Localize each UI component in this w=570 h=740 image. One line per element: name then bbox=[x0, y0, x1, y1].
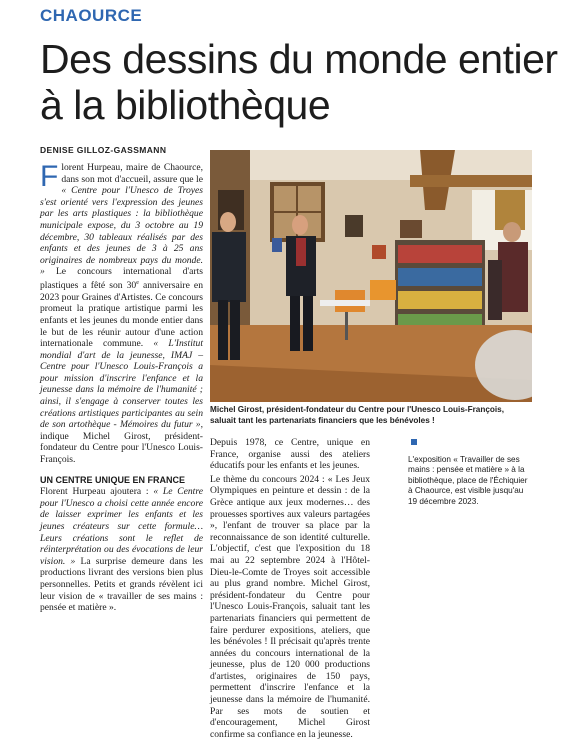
mayor-end: La surprise demeure dans les productions livrant des versions bien plus personnelles. Petits et grands révèlent ici leur vision de « travailler de ses mains : pensée et matière ». bbox=[40, 555, 203, 614]
headline-line-1: Des dessins du monde entier bbox=[40, 36, 558, 82]
imaj-quote: « L'Institut mondial d'art de la jeunesse, IMAJ – Centre pour l'Unesco Louis-François a pour mission d'inscrire l'enfance et la jeunesse dans la mémoire de l'humanité ; ainsi, il s'engage à conserver toutes les créations artistiques participantes au sein de son artothèque - Mémoires du futur », bbox=[40, 338, 203, 431]
article-headline bbox=[40, 36, 560, 128]
headline-line-2: à la bibliothèque bbox=[40, 82, 331, 128]
article-column-3 bbox=[408, 437, 532, 507]
paragraph-history: Depuis 1978, ce Centre, unique en France, organise aussi des ateliers éducatifs pour les enfants et les jeunes. bbox=[210, 437, 370, 472]
library-photo-illustration bbox=[210, 150, 532, 402]
ordinal-suffix: e bbox=[136, 279, 139, 286]
dropcap-letter: F bbox=[40, 160, 59, 193]
mayor-text: Florent Hurpeau ajoutera : bbox=[40, 486, 154, 498]
intro-quote: « Centre pour l'Unesco de Troyes s'est orienté vers l'expression des jeunes par les arts plastiques : la bibliothèque municipale expose, du 3 octobre au 19 décembre, 30 tableaux réalisés par des enfants et des jeunes de 3 à 25 ans originaires de nombreux pays du monde. » bbox=[40, 185, 203, 278]
end-mark-icon bbox=[411, 439, 417, 445]
paragraph-intro bbox=[40, 162, 203, 466]
intro-text: lorent Hurpeau, maire de Chaource, dans son mot d'accueil, assure que le bbox=[61, 162, 203, 185]
intro-tail: indique Michel Girost, président-fondateur du Centre pour l'Unesco Louis-François. bbox=[40, 430, 203, 466]
subheading: UN CENTRE UNIQUE EN FRANCE bbox=[40, 474, 186, 485]
paragraph-mayor bbox=[40, 486, 203, 614]
article-photo bbox=[210, 150, 532, 402]
article-column-2 bbox=[210, 437, 370, 740]
byline: DENISE GILLOZ-GASSMANN bbox=[40, 145, 167, 155]
intro-mid: Le concours international d'arts plastiques a fêté son 30 bbox=[40, 266, 203, 292]
photo-caption: Michel Girost, président-fondateur du Centre pour l'Unesco Louis-François, saluait tant les partenariats financiers que les bénévoles ! bbox=[210, 405, 504, 425]
intro-end: anniversaire en 2023 pour Graines d'Artistes. Ce concours promeut la pratique artistique parmi les enfants et les jeunes du monde entier dans le but de les réunir autour d'une action internationale commune. bbox=[40, 280, 203, 350]
section-kicker: CHAOURCE bbox=[40, 6, 143, 25]
exhibition-note: L'exposition « Travailler de ses mains : pensée et matière » à la bibliothèque, place de l'Échiquier à Chaource, est visible jusqu'au 19 décembre 2023. bbox=[408, 454, 528, 506]
article-column-1 bbox=[40, 162, 203, 614]
mayor-quote: « Le Centre pour l'Unesco a choisi cette année encore de laisser exprimer les enfants et les jeunes créateurs sur cette formule… Leurs créations sont le reflet de réinterprétation ou des évocations de leur vision. » bbox=[40, 486, 203, 567]
paragraph-theme: Le thème du concours 2024 : « Les Jeux Olympiques en peinture et dessin : de la Grèce antique aux jeux modernes… des prouesses sportives aux valeurs partagées », l'enfant de trouver sa place par la reconnaissance de son identité culturelle. L'objectif, c'est que l'exposition du 18 mai au 22 septembre 2024 à l'Hôtel-Dieu-le-Comte de Troyes soit accessible au plus grand nombre. Michel Girost, président-fondateur du Centre pour l'Unesco Louis-François, saluait tant les partenariats financiers qui permettent de faire perdurer expositions, ateliers, que les bénévoles ! Il précisait qu'après trente années du concours international de la jeunesse, plus de 120 000 productions d'artistes, originaires de 150 pays, permettent d'inscrire l'enfance et la jeunesse dans la mémoire de l'humanité. Par ses mots de soutien et d'encouragement, Michel Girost confirme sa confiance en la jeunesse. bbox=[210, 473, 370, 740]
